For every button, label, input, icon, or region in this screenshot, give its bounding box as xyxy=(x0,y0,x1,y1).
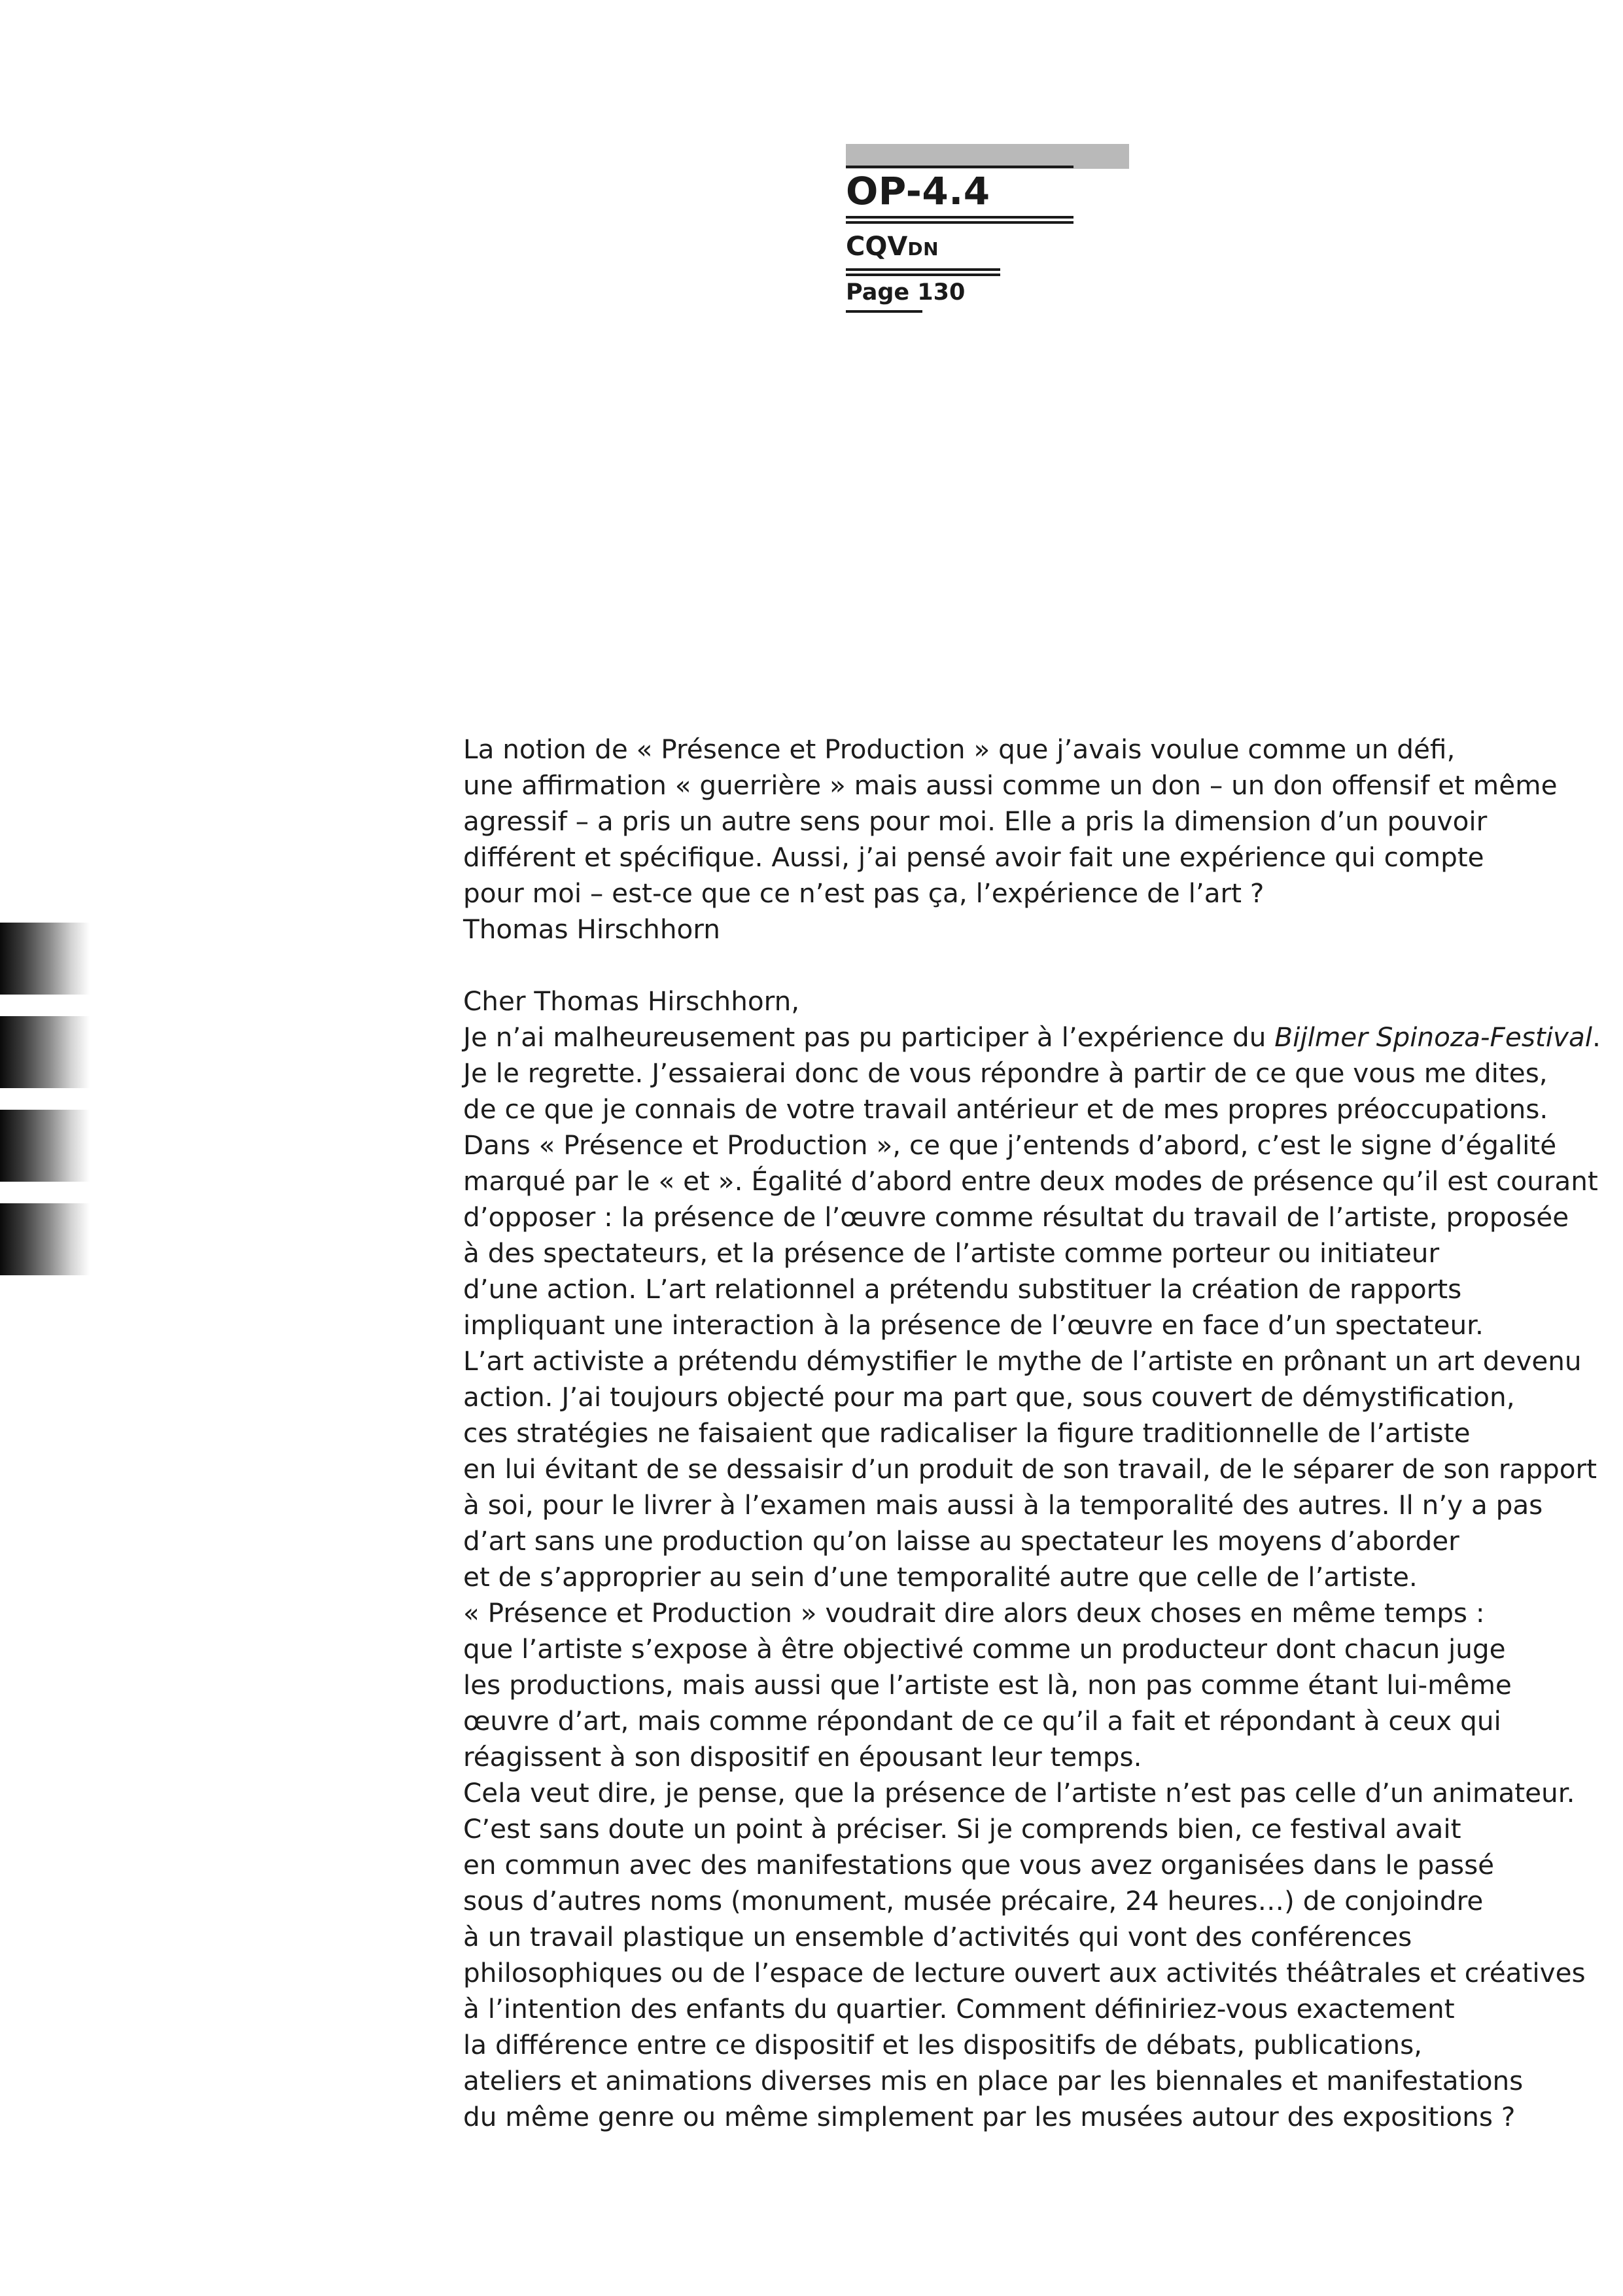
letter-salutation: Cher Thomas Hirschhorn, xyxy=(463,985,800,1017)
section-code: OP-4.4 xyxy=(846,169,990,213)
header-rule xyxy=(846,274,1000,276)
header-rule xyxy=(846,268,1000,271)
letter-line: et de s’approprier au sein d’une temporalité autre que celle de l’artiste. xyxy=(463,1561,1418,1593)
publication-name-smallcaps: DN xyxy=(907,238,939,260)
letter-line: réagissent à son dispositif en épousant leur temps. xyxy=(463,1741,1142,1773)
side-gradient-tab xyxy=(0,1110,90,1182)
side-gradient-tab xyxy=(0,923,90,995)
epigraph-quote xyxy=(463,732,1558,947)
letter-line: philosophiques ou de l’espace de lecture ouvert aux activités théâtrales et créatives xyxy=(463,1957,1586,1988)
letter-line-text: Je n’ai malheureusement pas pu participer à l’expérience du xyxy=(463,1021,1275,1053)
letter-line: la différence entre ce dispositif et les dispositifs de débats, publications, xyxy=(463,2029,1423,2060)
body-text xyxy=(463,732,1601,2135)
letter-line: L’art activiste a prétendu démystifier le mythe de l’artiste en prônant un art devenu xyxy=(463,1345,1582,1377)
letter xyxy=(463,983,1601,2135)
quote-line: La notion de « Présence et Production » que j’avais voulue comme un défi, xyxy=(463,733,1456,765)
header-rule xyxy=(846,310,922,313)
paragraph-gap xyxy=(463,947,1549,983)
letter-line: Dans « Présence et Production », ce que j’entends d’abord, c’est le signe d’égalité xyxy=(463,1129,1557,1161)
letter-line: Je le regrette. J’essaierai donc de vous répondre à partir de ce que vous me dites, xyxy=(463,1057,1548,1089)
letter-line: action. J’ai toujours objecté pour ma part que, sous couvert de démystification, xyxy=(463,1381,1515,1413)
letter-line: d’une action. L’art relationnel a prétendu substituer la création de rapports xyxy=(463,1273,1462,1305)
publication-name-main: CQV xyxy=(846,232,908,262)
side-gradient-tab xyxy=(0,1203,90,1275)
quote-line: agressif – a pris un autre sens pour moi. Elle a pris la dimension d’un pouvoir xyxy=(463,805,1488,837)
letter-line: d’opposer : la présence de l’œuvre comme résultat du travail de l’artiste, proposée xyxy=(463,1201,1569,1233)
side-gradient-tab xyxy=(0,1016,90,1088)
letter-line: sous d’autres noms (monument, musée précaire, 24 heures…) de conjoindre xyxy=(463,1885,1484,1916)
letter-line: à soi, pour le livrer à l’examen mais aussi à la temporalité des autres. Il n’y a pas xyxy=(463,1489,1543,1521)
header-rule xyxy=(846,216,1073,219)
letter-line: à un travail plastique un ensemble d’activités qui vont des conférences xyxy=(463,1921,1412,1952)
letter-line: à l’intention des enfants du quartier. Comment définiriez-vous exactement xyxy=(463,1993,1455,2024)
letter-line: C’est sans doute un point à préciser. Si je comprends bien, ce festival avait xyxy=(463,1813,1461,1845)
letter-line: ateliers et animations diverses mis en place par les biennales et manifestations xyxy=(463,2065,1524,2096)
letter-line: marqué par le « et ». Égalité d’abord entre deux modes de présence qu’il est courant xyxy=(463,1165,1598,1197)
header-rule xyxy=(846,221,1073,224)
letter-line: à des spectateurs, et la présence de l’artiste comme porteur ou initiateur xyxy=(463,1237,1440,1269)
letter-line-text: . xyxy=(1592,1021,1601,1053)
quote-line: différent et spécifique. Aussi, j’ai pensé avoir fait une expérience qui compte xyxy=(463,841,1484,873)
letter-line: œuvre d’art, mais comme répondant de ce qu’il a fait et répondant à ceux qui xyxy=(463,1705,1501,1737)
letter-line: de ce que je connais de votre travail antérieur et de mes propres préoccupations. xyxy=(463,1093,1548,1125)
festival-title: Bijlmer Spinoza-Festival xyxy=(1274,1021,1593,1053)
publication-name xyxy=(846,230,939,268)
letter-line: impliquant une interaction à la présence de l’œuvre en face d’un spectateur. xyxy=(463,1309,1484,1341)
quote-line: une affirmation « guerrière » mais aussi comme un don – un don offensif et même xyxy=(463,769,1558,801)
letter-line: les productions, mais aussi que l’artiste est là, non pas comme étant lui-même xyxy=(463,1669,1512,1701)
quote-author: Thomas Hirschhorn xyxy=(463,913,720,945)
letter-line: ces stratégies ne faisaient que radicaliser la figure traditionnelle de l’artiste xyxy=(463,1417,1471,1449)
letter-line: que l’artiste s’expose à être objectivé comme un producteur dont chacun juge xyxy=(463,1633,1506,1665)
letter-line: en lui évitant de se dessaisir d’un produit de son travail, de le séparer de son rapport xyxy=(463,1453,1597,1485)
letter-line: « Présence et Production » voudrait dire alors deux choses en même temps : xyxy=(463,1597,1485,1629)
letter-line: du même genre ou même simplement par les musées autour des expositions ? xyxy=(463,2101,1516,2132)
quote-line: pour moi – est-ce que ce n’est pas ça, l’expérience de l’art ? xyxy=(463,877,1265,909)
letter-line: d’art sans une production qu’on laisse au spectateur les moyens d’aborder xyxy=(463,1525,1459,1557)
letter-line: en commun avec des manifestations que vous avez organisées dans le passé xyxy=(463,1849,1495,1881)
letter-line: Cela veut dire, je pense, que la présence de l’artiste n’est pas celle d’un animateur. xyxy=(463,1777,1575,1809)
letter-line xyxy=(463,1019,1601,1055)
page-number: Page 130 xyxy=(846,279,966,306)
